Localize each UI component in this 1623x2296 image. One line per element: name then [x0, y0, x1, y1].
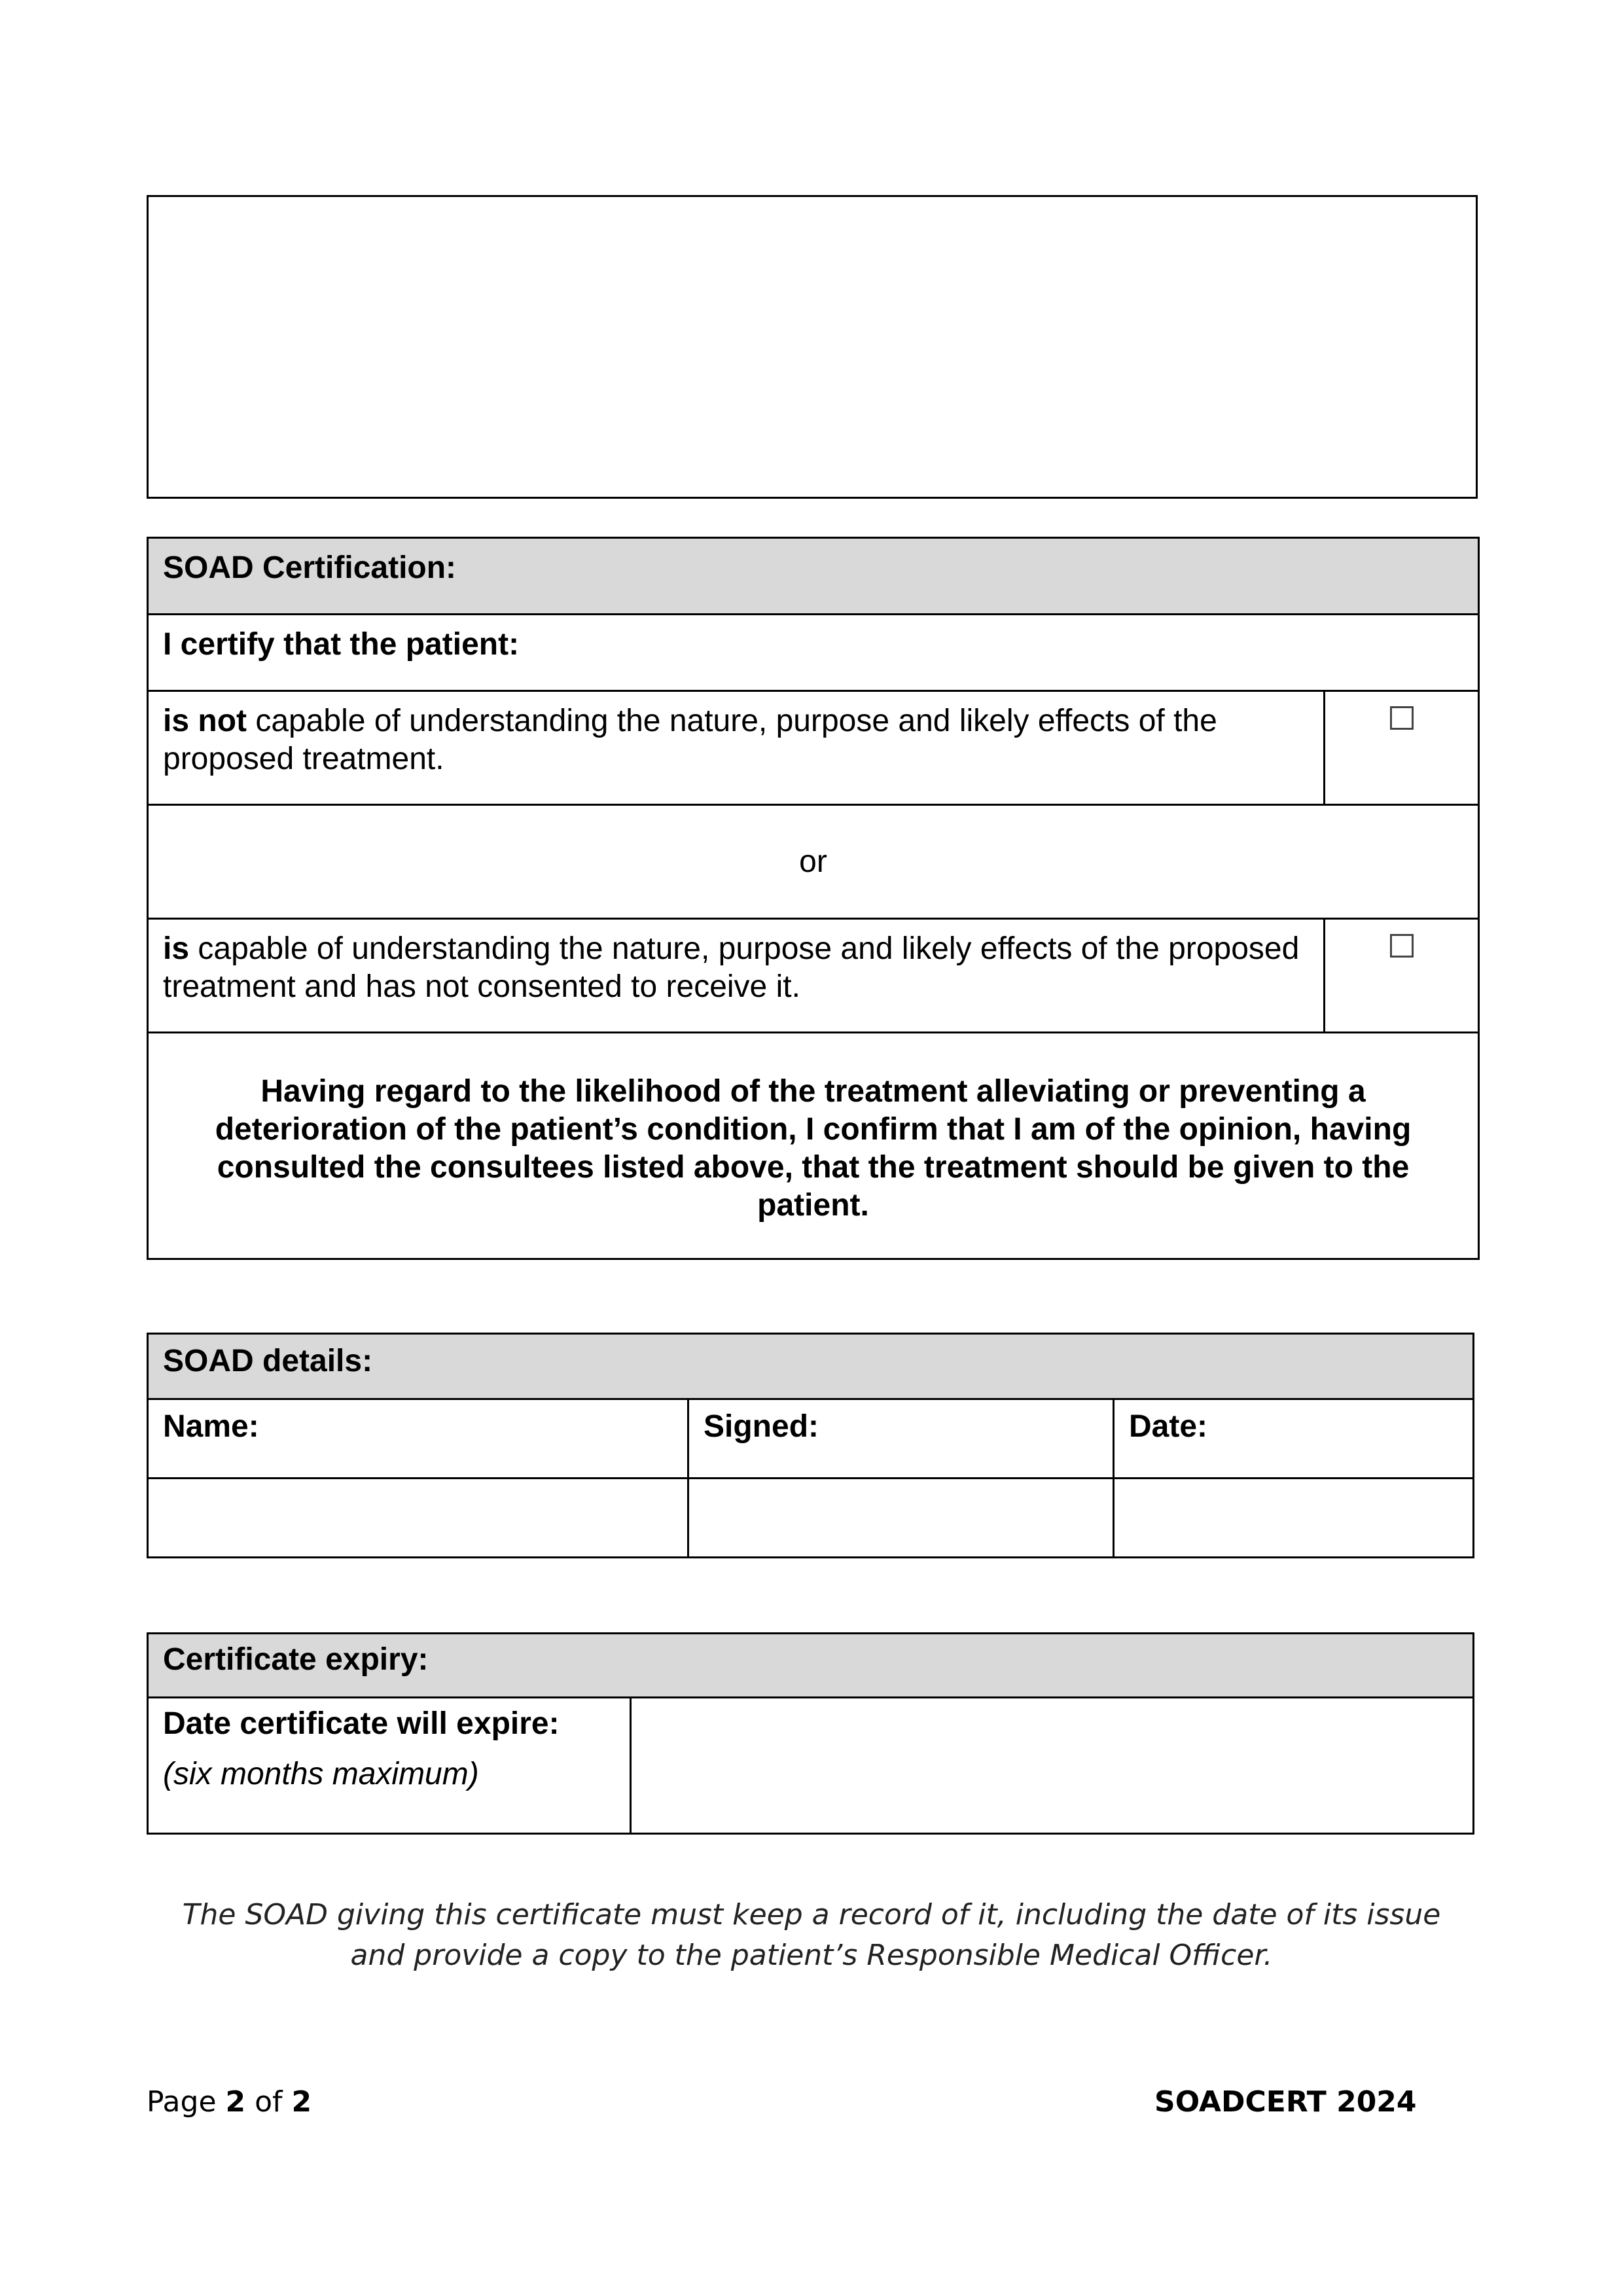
option-not-capable-checkbox-cell: [1325, 691, 1479, 805]
details-header: SOAD details:: [163, 1344, 373, 1378]
page-total: 2: [291, 2085, 312, 2119]
expiry-sublabel: (six months maximum): [163, 1757, 479, 1791]
option-capable-text: capable of understanding the nature, purpose and likely effects of the proposed treatment and has not consented to receive it.: [163, 931, 1300, 1004]
date-field[interactable]: [1114, 1479, 1474, 1558]
signed-label-cell: [688, 1399, 1114, 1479]
notes-box[interactable]: [147, 195, 1478, 499]
page-number: [147, 2085, 312, 2119]
certification-header: SOAD Certification:: [163, 550, 457, 585]
option-not-capable-cell: [148, 691, 1325, 805]
expiry-label-cell: [148, 1698, 631, 1834]
option-not-capable: [149, 692, 1323, 778]
not-capable-checkbox[interactable]: [1390, 706, 1414, 730]
expiry-header-cell: [148, 1634, 1474, 1698]
certificate-expiry-table: [147, 1632, 1474, 1835]
option-not-capable-text: capable of understanding the nature, purpose and likely effects of the proposed treatment.: [163, 704, 1217, 776]
form-code: SOADCERT 2024: [1154, 2085, 1417, 2119]
statement-cell: [148, 1033, 1479, 1259]
expiry-label: Date certificate will expire:: [163, 1706, 560, 1741]
confirmation-statement: Having regard to the likelihood of the treatment alleviating or preventing a deterioration of the patient’s condition, I confirm that I am of the opinion, having consulted the consultees listed above, that the treatment should be given to the patient.: [215, 1074, 1412, 1223]
or-label: or: [799, 844, 827, 879]
option-capable-checkbox-cell: [1325, 919, 1479, 1033]
certification-table: [147, 537, 1480, 1260]
certify-intro-cell: [148, 615, 1479, 691]
certification-header-cell: [148, 538, 1479, 615]
expiry-header: Certificate expiry:: [163, 1642, 429, 1677]
details-header-cell: [148, 1334, 1474, 1399]
date-label: Date:: [1129, 1409, 1208, 1444]
name-field[interactable]: [148, 1479, 688, 1558]
or-cell: [148, 805, 1479, 919]
date-label-cell: [1114, 1399, 1474, 1479]
name-label-cell: [148, 1399, 688, 1479]
certify-intro: I certify that the patient:: [163, 627, 520, 662]
page-of: of: [245, 2085, 292, 2119]
page-current: 2: [225, 2085, 246, 2119]
option-capable: [149, 920, 1323, 1006]
soad-details-table: [147, 1333, 1474, 1558]
option-capable-cell: [148, 919, 1325, 1033]
option-capable-lead: is: [163, 931, 190, 966]
option-not-capable-lead: is not: [163, 704, 247, 738]
page-prefix: Page: [147, 2085, 226, 2119]
name-label: Name:: [163, 1409, 259, 1444]
signed-label: Signed:: [704, 1409, 819, 1444]
expiry-date-field[interactable]: [631, 1698, 1474, 1834]
signature-field[interactable]: [688, 1479, 1114, 1558]
capable-checkbox[interactable]: [1390, 934, 1414, 958]
record-note: The SOAD giving this certificate must keep a record of it, including the date of its issue and provide a copy to the patient’s Responsible Medical Officer.: [182, 1898, 1441, 1972]
